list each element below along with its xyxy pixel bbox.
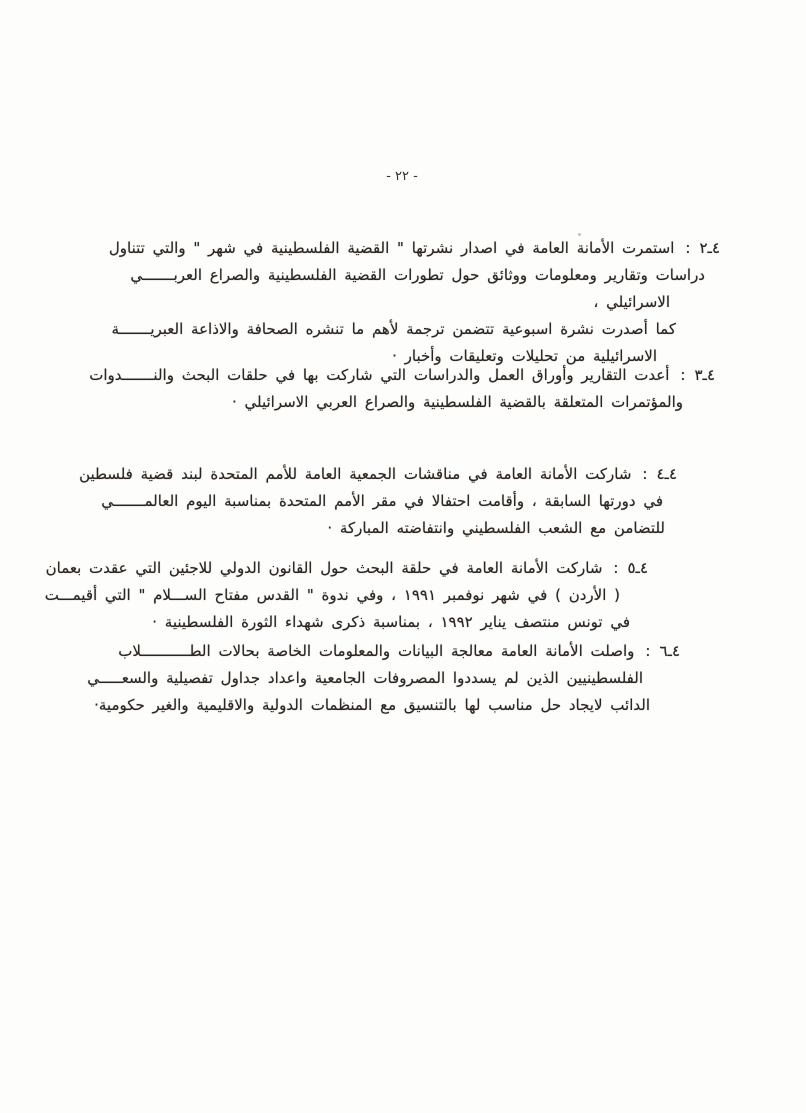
paragraph-line: في تونس منتصف يناير ١٩٩٢ ، بمناسبة ذكرى شهداء الثورة الفلسطينية · [152, 613, 630, 631]
paragraph-line: للتضامن مع الشعب الفلسطيني وانتفاضته المباركة · [327, 519, 665, 537]
paragraph-line [79, 461, 677, 488]
page-number: - ٢٢ - [386, 169, 418, 184]
label-separator: : [642, 465, 648, 483]
paragraph-text: استمرت الأمانة العامة في اصدار نشرتها " القضية الفلسطينية في شهر " والتي تتناول [108, 239, 675, 257]
paragraph-line: الاسرائيلية من تحليلات وتعليقات وأخبار · [392, 347, 657, 365]
paragraph [45, 555, 648, 636]
paragraph-line: والمؤتمرات المتعلقة بالقضية الفلسطينية والصراع العربي الاسرائيلي · [231, 393, 683, 411]
paragraph-line [109, 235, 720, 262]
paragraph-line: ( الأردن ) في شهر نوفمبر ١٩٩١ ، وفي ندوة " القدس مفتاح الســـلام " التي أقيمـــت [44, 586, 620, 604]
paragraph-line: في دورتها السابقة ، وأقامت احتفالا في مقر الأمم المتحدة بمناسبة اليوم العالمـــــــي [101, 492, 663, 510]
paragraph [87, 638, 680, 719]
paragraph-line: الاسرائيلي ، [593, 293, 670, 311]
paragraph [89, 362, 715, 416]
paragraph-line: دراسات وتقارير ومعلومات ووثائق حول تطورات القضية الفلسطينية والصراع العربـــــــي [130, 266, 705, 284]
paragraph [79, 461, 677, 542]
paragraph-line: الدائب لايجاد حل مناسب لها بالتنسيق مع المنظمات الدولية والاقليمية والغير حكومية· [94, 696, 650, 714]
paragraph-line [45, 555, 648, 582]
paragraph-text: أعدت التقارير وأوراق العمل والدراسات التي شاركت بها في حلقات البحث والنـــــــدوات [89, 366, 670, 384]
paragraph-label: ٤ـ٥ [627, 559, 648, 577]
paragraph-text: شاركت الأمانة العامة في مناقشات الجمعية العامة للأمم المتحدة لبند قضية فلسطين [79, 465, 632, 483]
label-separator: : [685, 239, 691, 257]
paragraph-line: الفلسطينيين الذين لم يسددوا المصروفات الجامعية واعداد جداول تفصيلية والسعـــــي [87, 669, 643, 687]
paragraph-label: ٤ـ٤ [656, 465, 677, 483]
paragraph-line [87, 638, 680, 665]
label-separator: : [680, 366, 686, 384]
paragraph-label: ٤ـ٦ [659, 642, 680, 660]
label-separator: : [645, 642, 651, 660]
paragraph-label: ٤ـ٣ [694, 366, 715, 384]
paragraph-text: واصلت الأمانة العامة معالجة البيانات والمعلومات الخاصة بحالات الطـــــــــــلاب [118, 642, 635, 660]
paragraph-line: كما أصدرت نشرة اسبوعية تتضمن ترجمة لأهم ما تنشره الصحافة والاذاعة العبريـــــــة [111, 320, 676, 338]
paragraph-text: شاركت الأمانة العامة في حلقة البحث حول القانون الدولي للاجئين التي عقدت بعمان [45, 559, 603, 577]
label-separator: : [613, 559, 619, 577]
scan-speck [578, 233, 581, 236]
paragraph-label: ٤ـ٢ [699, 239, 720, 257]
paragraph-line [89, 362, 715, 389]
paragraph [109, 235, 720, 370]
